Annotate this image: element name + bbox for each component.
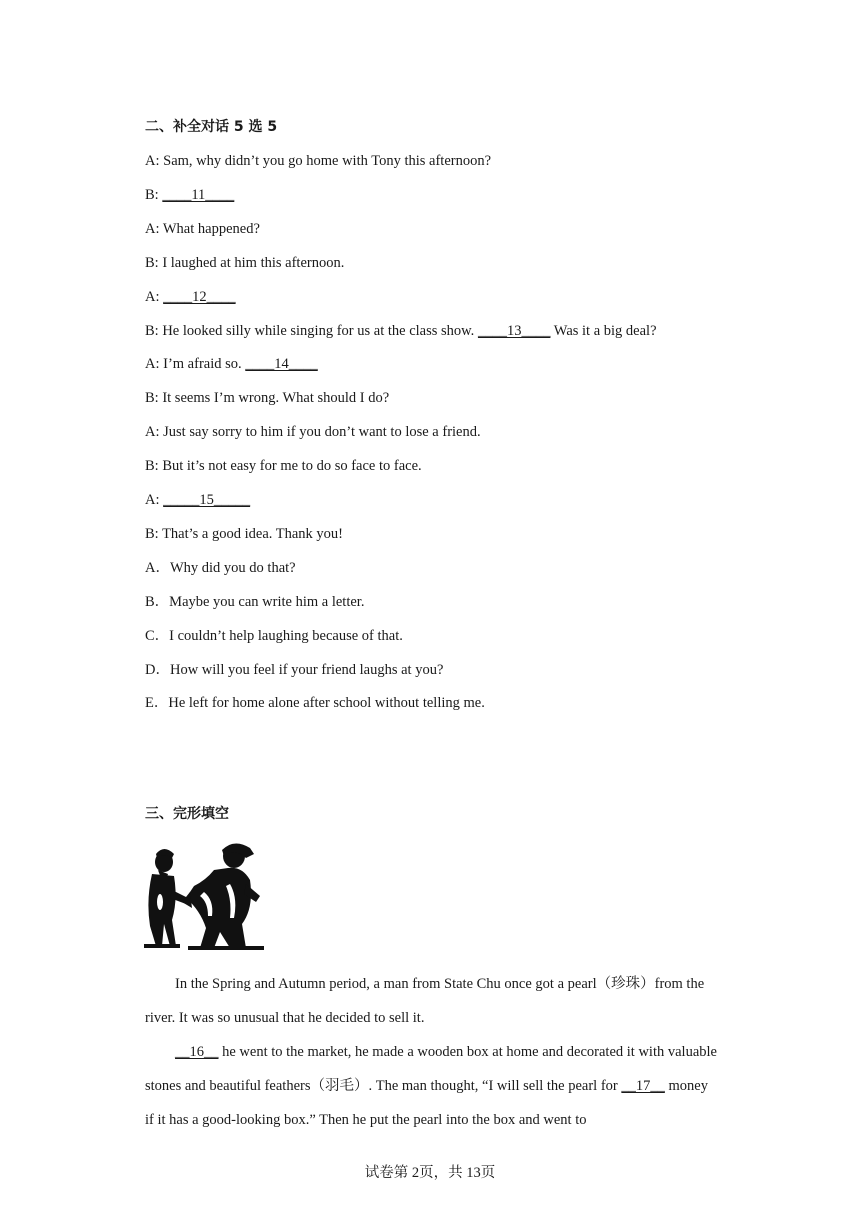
dialogue-line <box>145 186 234 204</box>
two-ancient-figures-illustration-icon <box>142 840 266 954</box>
option-item: D．How will you feel if your friend laughs at you? <box>145 661 444 678</box>
dialogue-line: B: I laughed at him this afternoon. <box>145 254 345 271</box>
dialogue-line <box>145 355 318 373</box>
dialogue-text: A: <box>145 492 164 508</box>
dialogue-line <box>145 288 236 306</box>
section-2-heading: 二、补全对话 5 选 5 <box>145 119 278 135</box>
section-3-heading: 三、完形填空 <box>145 806 229 822</box>
dialogue-line <box>145 322 657 340</box>
dialogue-blank[interactable]: ____14____ <box>245 356 318 373</box>
blank-17[interactable]: __17__ <box>621 1078 665 1094</box>
option-item: C．I couldn’t help laughing because of that. <box>145 627 403 644</box>
dialogue-blank[interactable]: ____11____ <box>162 186 235 203</box>
cloze-paragraph-2 <box>145 1035 720 1137</box>
option-item: E．He left for home alone after school without telling me. <box>145 695 485 712</box>
dialogue-line: A: Just say sorry to him if you don’t want to lose a friend. <box>145 424 481 441</box>
dialogue-text: A: <box>145 288 164 305</box>
dialogue-line: A: Sam, why didn’t you go home with Tony this afternoon? <box>145 153 492 169</box>
dialogue-text: B: He looked silly while singing for us at the class show. <box>145 322 478 339</box>
option-item: B．Maybe you can write him a letter. <box>145 593 365 610</box>
dialogue-line: B: It seems I’m wrong. What should I do? <box>145 390 390 407</box>
dialogue-text: Was it a big deal? <box>550 322 657 339</box>
dialogue-blank[interactable]: ____13____ <box>477 322 551 339</box>
cloze-text-2: money if it has a good-looking box.” Then he put the pearl into the box and went to <box>145 1078 708 1128</box>
dialogue-blank[interactable]: _____15_____ <box>163 492 251 508</box>
cloze-text-1: he went to the market, he made a wooden box at home and decorated it with valuable stones and beautiful feathers（羽毛）. The man thought, “I will sell the pearl for <box>145 1044 717 1094</box>
page-footer: 试卷第 2页，共 13页 <box>364 1165 496 1181</box>
blank-16[interactable]: __16__ <box>175 1044 219 1060</box>
dialogue-text: A: I’m afraid so. <box>145 356 246 373</box>
dialogue-line: B: That’s a good idea. Thank you! <box>145 525 344 542</box>
dialogue-text: B: <box>145 186 163 203</box>
option-item: A．Why did you do that? <box>145 559 296 576</box>
dialogue-blank[interactable]: ____12____ <box>163 288 236 305</box>
cloze-paragraph-1: In the Spring and Autumn period, a man from State Chu once got a pearl（珍珠）from the river. It was so unusual that he decided to sell it. <box>145 976 705 1026</box>
dialogue-line: A: What happened? <box>145 220 260 237</box>
dialogue-line <box>145 491 250 509</box>
dialogue-line: B: But it’s not easy for me to do so face to face. <box>145 458 422 475</box>
